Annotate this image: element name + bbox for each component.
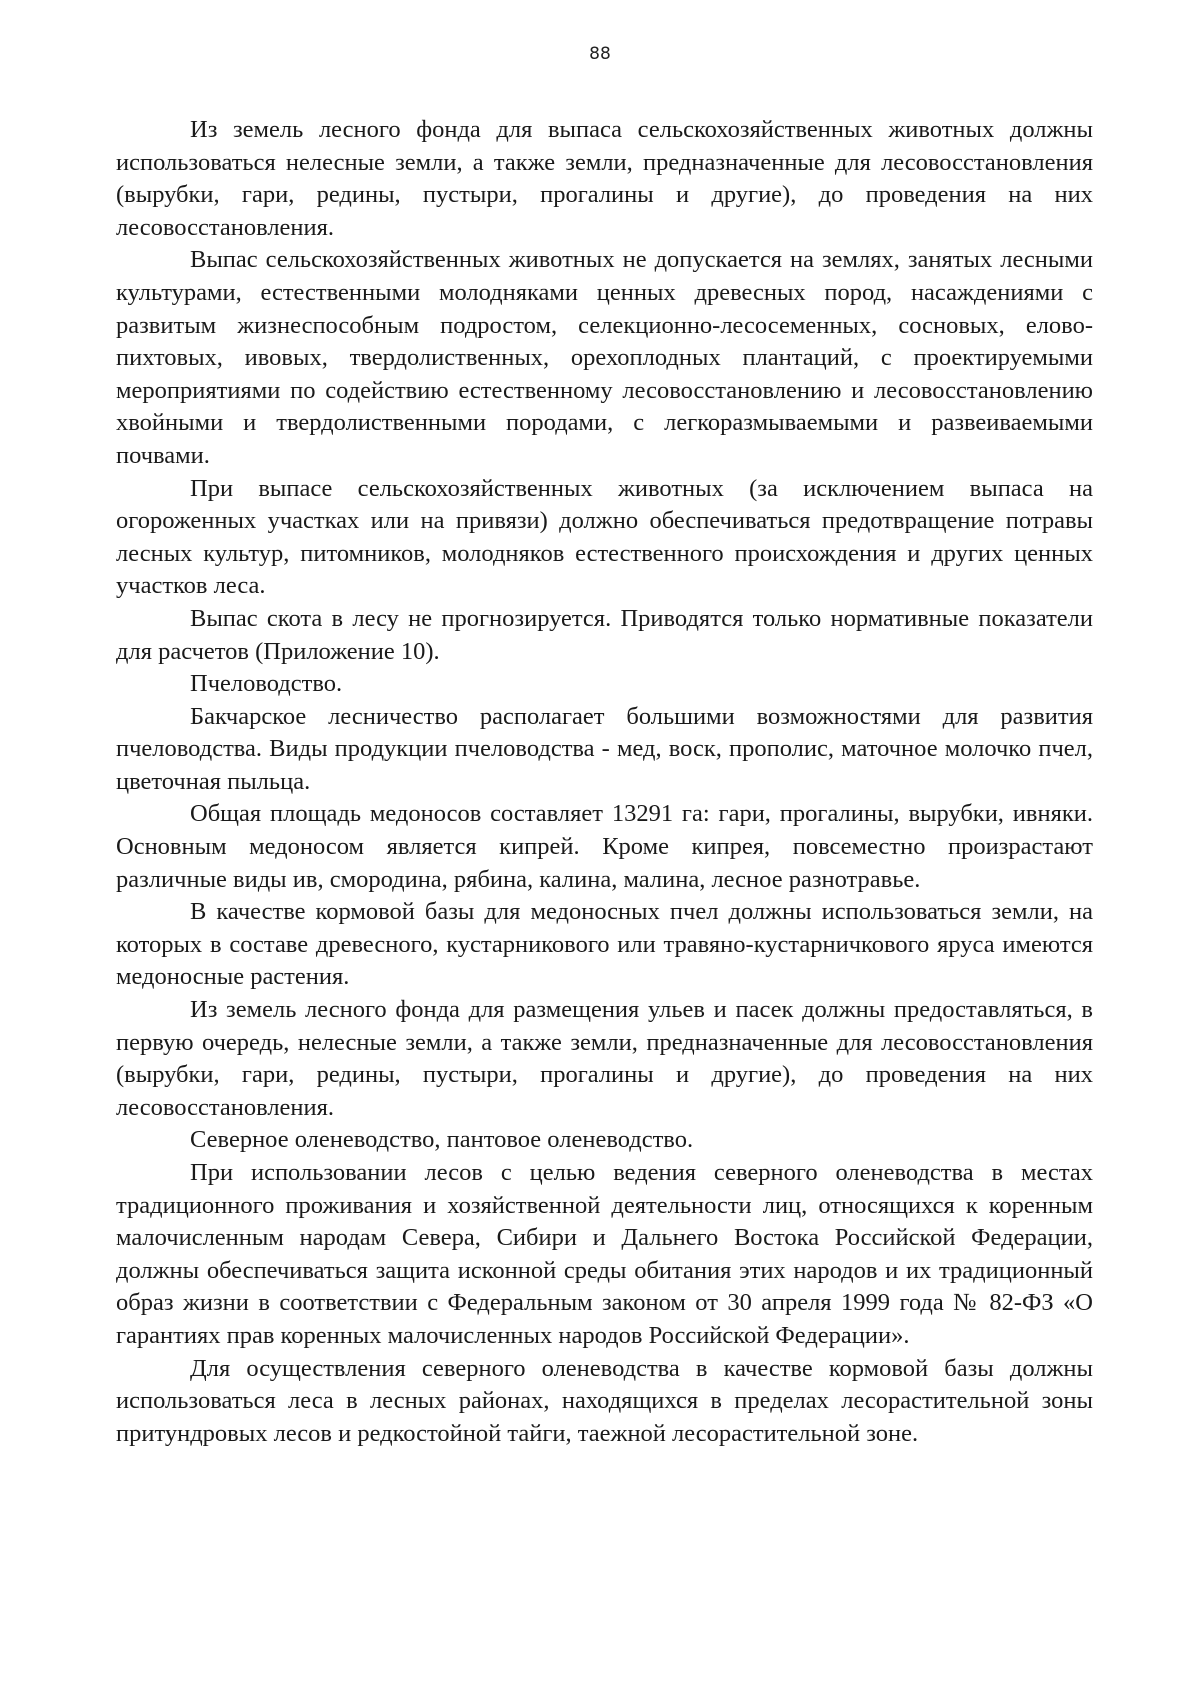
paragraph-beekeeping-opportunities: Бакчарское лесничество располагает большими возможностями для развития пчеловодства. Виды продукции пчеловодства - мед, воск, прополис, маточное молочко пчел, цветочная пыльца. [116, 702, 1093, 795]
paragraph-apiary-lands: Из земель лесного фонда для размещения ульев и пасек должны предоставляться, в первую очередь, нелесные земли, а также земли, предназначенные для лесовосстановления (вырубки, гари, редины, пустыри, прогалины и другие), до проведения на них лесовосстановления. [116, 996, 1093, 1121]
section-heading-reindeer-herding: Северное оленеводство, пантовое оленеводство. [190, 1126, 694, 1154]
body-text [116, 114, 1093, 1450]
paragraph-grazing-forecast: Выпас скота в лесу не прогнозируется. Приводятся только нормативные показатели для расчетов (Приложение 10). [116, 604, 1093, 665]
paragraph-reindeer-forage-base: Для осуществления северного оленеводства в качестве кормовой базы должны использоваться леса в лесных районах, находящихся в пределах лесорастительной зоны притундровых лесов и редкостойной тайги, таежной лесорастительной зоне. [116, 1354, 1093, 1447]
page-number: 88 [589, 44, 611, 64]
paragraph-bee-forage-base: В качестве кормовой базы для медоносных пчел должны использоваться земли, на которых в составе древесного, кустарникового или травяно-кустарничкового яруса имеются медоносные растения. [116, 898, 1093, 991]
paragraph-grazing-prohibited: Выпас сельскохозяйственных животных не допускается на землях, занятых лесными культурами, естественными молодняками ценных древесных пород, насаждениями с развитым жизнеспособным подростом, селекционно-лесосеменных, сосновых, елово-пихтовых, ивовых, твердолиственных, орехоплодных плантаций, с проектируемыми мероприятиями по содействию естественному лесовосстановлению и лесовосстановлению хвойными и твердолиственными породами, с легкоразмываемыми и развеиваемыми почвами. [116, 246, 1093, 469]
paragraph-grazing-protection: При выпасе сельскохозяйственных животных (за исключением выпаса на огороженных участках или на привязи) должно обеспечиваться предотвращение потравы лесных культур, питомников, молодняков естественного происхождения и других ценных участков леса. [116, 474, 1093, 600]
paragraph-honey-plants-area: Общая площадь медоносов составляет 13291 га: гари, прогалины, вырубки, ивняки. Основным медоносом является кипрей. Кроме кипрея, повсеместно произрастают различные виды ив, смородина, рябина, калина, малина, лесное разнотравье. [116, 800, 1093, 893]
section-heading-beekeeping: Пчеловодство. [190, 670, 343, 698]
paragraph-indigenous-peoples: При использовании лесов с целью ведения северного оленеводства в местах традиционного проживания и хозяйственной деятельности лиц, относящихся к коренным малочисленным народам Севера, Сибири и Дальнего Востока Российской Федерации, должны обеспечиваться защита исконной среды обитания этих народов и их традиционный образ жизни в соответствии с Федеральным законом от 30 апреля 1999 года № 82-ФЗ «О гарантиях прав коренных малочисленных народов Российской Федерации». [116, 1159, 1093, 1349]
paragraph-forest-grazing-lands: Из земель лесного фонда для выпаса сельскохозяйственных животных должны использоваться нелесные земли, а также земли, предназначенные для лесовосстановления (вырубки, гари, редины, пустыри, прогалины и другие), до проведения на них лесовосстановления. [116, 116, 1093, 241]
